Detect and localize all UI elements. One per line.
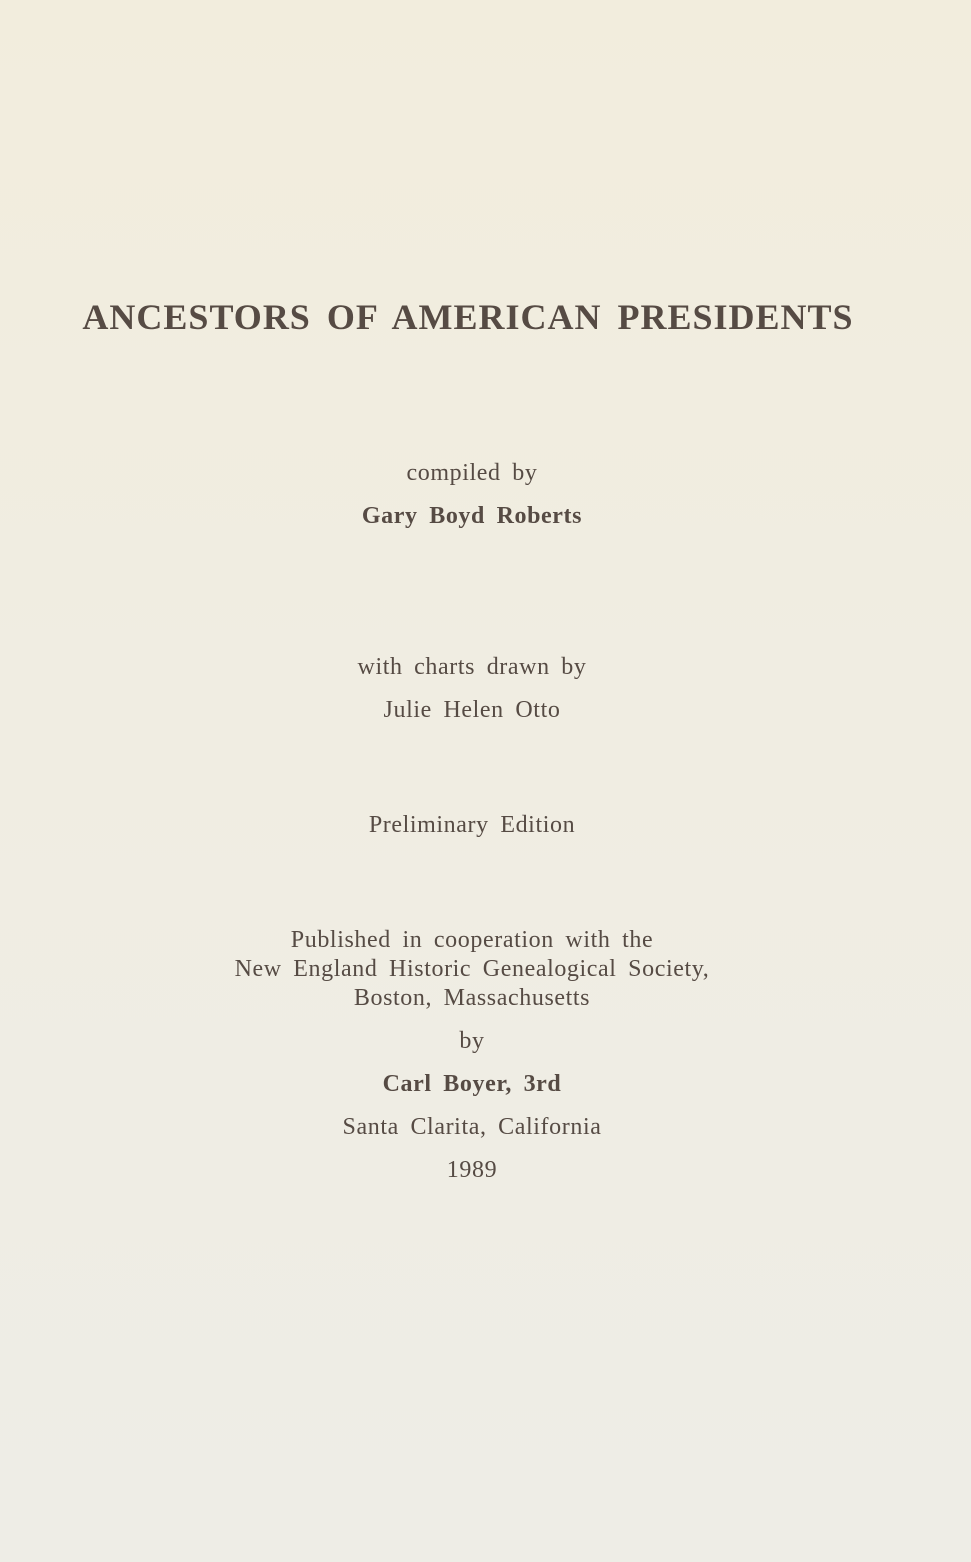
publisher-place: Santa Clarita, California — [342, 1114, 602, 1140]
publication-year: 1989 — [446, 1157, 498, 1183]
publication-line-3: Boston, Massachusetts — [353, 985, 591, 1011]
publisher-name: Carl Boyer, 3rd — [382, 1071, 562, 1097]
publication-line-1: Published in cooperation with the — [290, 927, 654, 953]
compiler-name: Gary Boyd Roberts — [361, 503, 583, 529]
publication-line-2: New England Historic Genealogical Society, — [234, 956, 710, 982]
edition: Preliminary Edition — [368, 812, 576, 838]
by-label: by — [459, 1028, 485, 1054]
chart-artist-name: Julie Helen Otto — [383, 697, 561, 723]
book-title: ANCESTORS OF AMERICAN PRESIDENTS — [82, 297, 854, 337]
compiled-by-label: compiled by — [406, 460, 538, 486]
charts-label: with charts drawn by — [357, 654, 587, 680]
